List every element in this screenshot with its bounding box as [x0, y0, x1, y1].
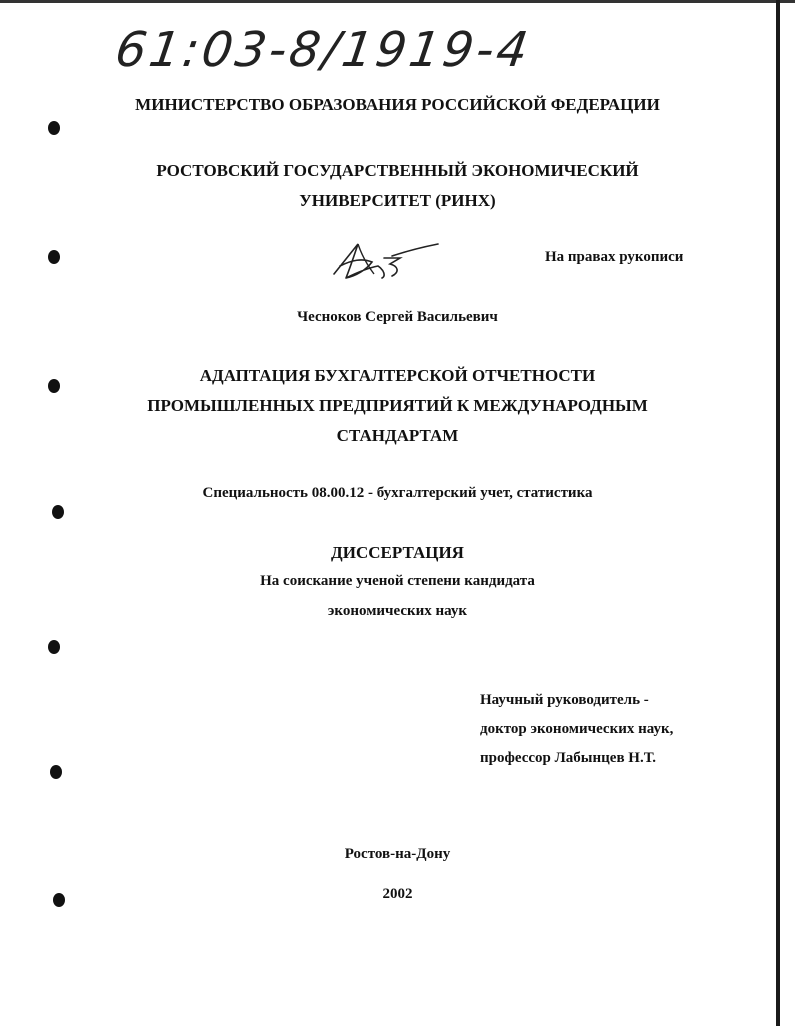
binding-hole-mark [52, 505, 64, 519]
university-line-2: УНИВЕРСИТЕТ (РИНХ) [299, 191, 496, 210]
scan-top-edge [0, 0, 795, 3]
dissertation-title-line-2: ПРОМЫШЛЕННЫХ ПРЕДПРИЯТИЙ К МЕЖДУНАРОДНЫМ [147, 396, 648, 415]
degree-line-2: экономических наук [327, 603, 468, 619]
supervisor-line-2: доктор экономических наук, [480, 721, 674, 737]
university-line-1: РОСТОВСКИЙ ГОСУДАРСТВЕННЫЙ ЭКОНОМИЧЕСКИЙ [156, 161, 639, 180]
supervisor-line-3: профессор Лабынцев Н.Т. [480, 750, 656, 766]
binding-hole-mark [50, 765, 62, 779]
degree-line-1: На соискание ученой степени кандидата [260, 573, 535, 589]
handwritten-archive-number: 61:03-8/1919-4 [112, 22, 535, 78]
handwritten-signature [328, 236, 448, 286]
dissertation-title-line-3: СТАНДАРТАМ [336, 426, 459, 445]
binding-hole-mark [48, 121, 60, 135]
ministry-heading: МИНИСТЕРСТВО ОБРАЗОВАНИЯ РОССИЙСКОЙ ФЕДЕРАЦИИ [135, 95, 660, 114]
binding-hole-mark [48, 250, 60, 264]
binding-hole-mark [48, 640, 60, 654]
work-type-heading: ДИССЕРТАЦИЯ [331, 543, 464, 562]
specialty-line: Специальность 08.00.12 - бухгалтерский учет, статистика [202, 485, 593, 501]
dissertation-title-line-1: АДАПТАЦИЯ БУХГАЛТЕРСКОЙ ОТЧЕТНОСТИ [199, 366, 596, 385]
author-name: Чесноков Сергей Васильевич [297, 309, 498, 325]
supervisor-line-1: Научный руководитель - [480, 692, 649, 708]
year: 2002 [382, 886, 413, 902]
scan-right-edge [776, 0, 780, 1026]
city: Ростов-на-Дону [344, 846, 451, 862]
manuscript-rights-note: На правах рукописи [545, 249, 684, 265]
